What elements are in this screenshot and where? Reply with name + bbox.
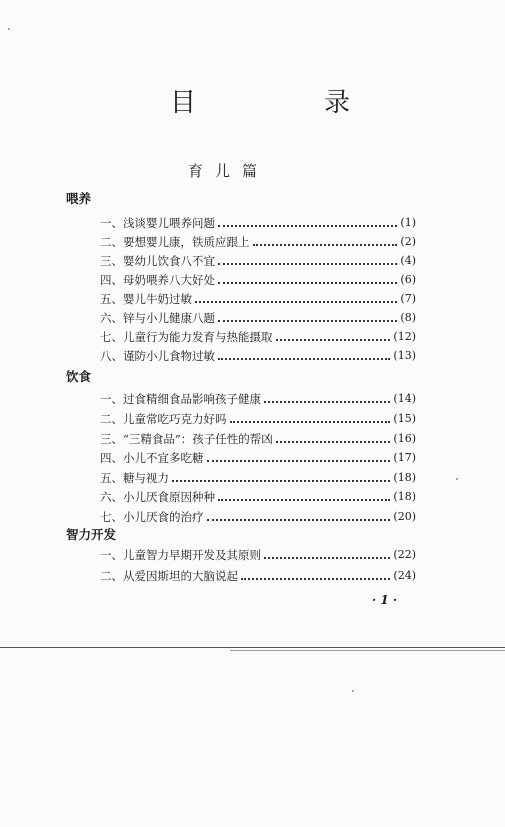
entry-title: 锌与小儿健康八题 (123, 311, 215, 325)
entry-number: 六、 (100, 311, 123, 325)
entry-title: 小儿不宜多吃糖 (123, 451, 204, 465)
toc-entry[interactable] (100, 468, 416, 486)
entry-page: (8) (400, 311, 416, 324)
toc-entry[interactable] (100, 232, 416, 250)
entry-page: (22) (393, 548, 416, 561)
entry-number: 六、 (100, 490, 123, 504)
toc-entry[interactable] (100, 545, 416, 563)
leader-dots (172, 480, 390, 482)
entry-page: (13) (393, 349, 416, 362)
page-title-char-1: 目 (170, 88, 197, 118)
leader-dots (218, 320, 397, 322)
toc-entry[interactable] (100, 308, 416, 326)
entry-title: 要想婴儿康，铁质应跟上 (123, 235, 250, 249)
entry-page: (20) (393, 510, 416, 523)
entry-number: 五、 (100, 471, 123, 485)
leader-dots (218, 499, 390, 501)
entry-page: (2) (400, 235, 416, 248)
toc-entry[interactable] (100, 251, 416, 269)
toc-entry[interactable] (100, 487, 416, 505)
leader-dots (253, 244, 398, 246)
entry-page: (16) (393, 432, 416, 445)
toc-entry[interactable] (100, 507, 416, 525)
toc-entry[interactable] (100, 566, 416, 584)
entry-title: 婴幼儿饮食八不宜 (123, 254, 215, 268)
entry-number: 一、 (100, 216, 123, 230)
leader-dots (207, 519, 391, 521)
toc-entry[interactable] (100, 213, 416, 231)
entry-page: (18) (393, 471, 416, 484)
leader-dots (218, 263, 397, 265)
leader-dots (195, 301, 397, 303)
scan-speck (456, 478, 458, 480)
entry-page: (24) (393, 569, 416, 582)
entry-page: (1) (400, 216, 416, 229)
category-heading-diet: 饮食 (66, 369, 92, 384)
entry-title: 小儿厌食原因种种 (123, 490, 215, 504)
entry-title: 儿童智力早期开发及其原则 (123, 548, 261, 562)
toc-entry[interactable] (100, 289, 416, 307)
leader-dots (241, 578, 390, 580)
toc-entry[interactable] (100, 346, 416, 364)
entry-page: (6) (400, 273, 416, 286)
entry-title: 谨防小儿食物过敏 (123, 349, 215, 363)
entry-title: 从爱因斯坦的大脑说起 (123, 569, 238, 583)
entry-number: 二、 (100, 412, 123, 426)
entry-number: 二、 (100, 569, 123, 583)
entry-title: 儿童常吃巧克力好吗 (123, 412, 227, 426)
scan-speck (8, 28, 10, 30)
section-title: 育儿篇 (187, 162, 269, 180)
entry-title: 母奶喂养八大好处 (123, 273, 215, 287)
entry-page: (7) (400, 292, 416, 305)
category-heading-feeding: 喂养 (66, 191, 92, 206)
leader-dots (218, 282, 397, 284)
entry-number: 一、 (100, 392, 123, 406)
entry-number: 八、 (100, 349, 123, 363)
leader-dots (207, 460, 391, 462)
entry-number: 四、 (100, 273, 123, 287)
leader-dots (264, 557, 390, 559)
entry-title: 婴儿牛奶过敏 (123, 292, 192, 306)
leader-dots (218, 225, 397, 227)
entry-page: (4) (400, 254, 416, 267)
toc-entry[interactable] (100, 429, 416, 447)
bottom-rule-thin (230, 650, 505, 651)
scan-speck (352, 690, 354, 692)
leader-dots (218, 358, 390, 360)
toc-entry[interactable] (100, 389, 416, 407)
entry-number: 七、 (100, 510, 123, 524)
entry-page: (17) (393, 451, 416, 464)
page-number: · 1 · (372, 593, 398, 607)
entry-number: 二、 (100, 235, 123, 249)
entry-number: 七、 (100, 330, 123, 344)
entry-page: (18) (393, 490, 416, 503)
entry-number: 三、 (100, 254, 123, 268)
category-heading-intelligence: 智力开发 (66, 527, 117, 542)
entry-title: “三精食品”：孩子任性的帮凶 (123, 432, 273, 446)
bottom-rule (0, 647, 505, 648)
leader-dots (276, 441, 391, 443)
entry-title: 糖与视力 (123, 471, 169, 485)
page-title (170, 88, 350, 118)
entry-number: 四、 (100, 451, 123, 465)
toc-entry[interactable] (100, 448, 416, 466)
entry-page: (15) (393, 412, 416, 425)
leader-dots (264, 401, 390, 403)
entry-number: 三、 (100, 432, 123, 446)
entry-title: 小儿厌食的治疗 (123, 510, 204, 524)
page-title-char-2: 录 (323, 88, 350, 118)
entry-title: 浅谈婴儿喂养问题 (123, 216, 215, 230)
entry-number: 一、 (100, 548, 123, 562)
entry-page: (12) (393, 330, 416, 343)
entry-page: (14) (393, 392, 416, 405)
leader-dots (230, 421, 391, 423)
toc-entry[interactable] (100, 409, 416, 427)
leader-dots (276, 339, 391, 341)
entry-number: 五、 (100, 292, 123, 306)
toc-entry[interactable] (100, 270, 416, 288)
toc-entry[interactable] (100, 327, 416, 345)
entry-title: 儿童行为能力发育与热能摄取 (123, 330, 273, 344)
entry-title: 过食精细食品影响孩子健康 (123, 392, 261, 406)
